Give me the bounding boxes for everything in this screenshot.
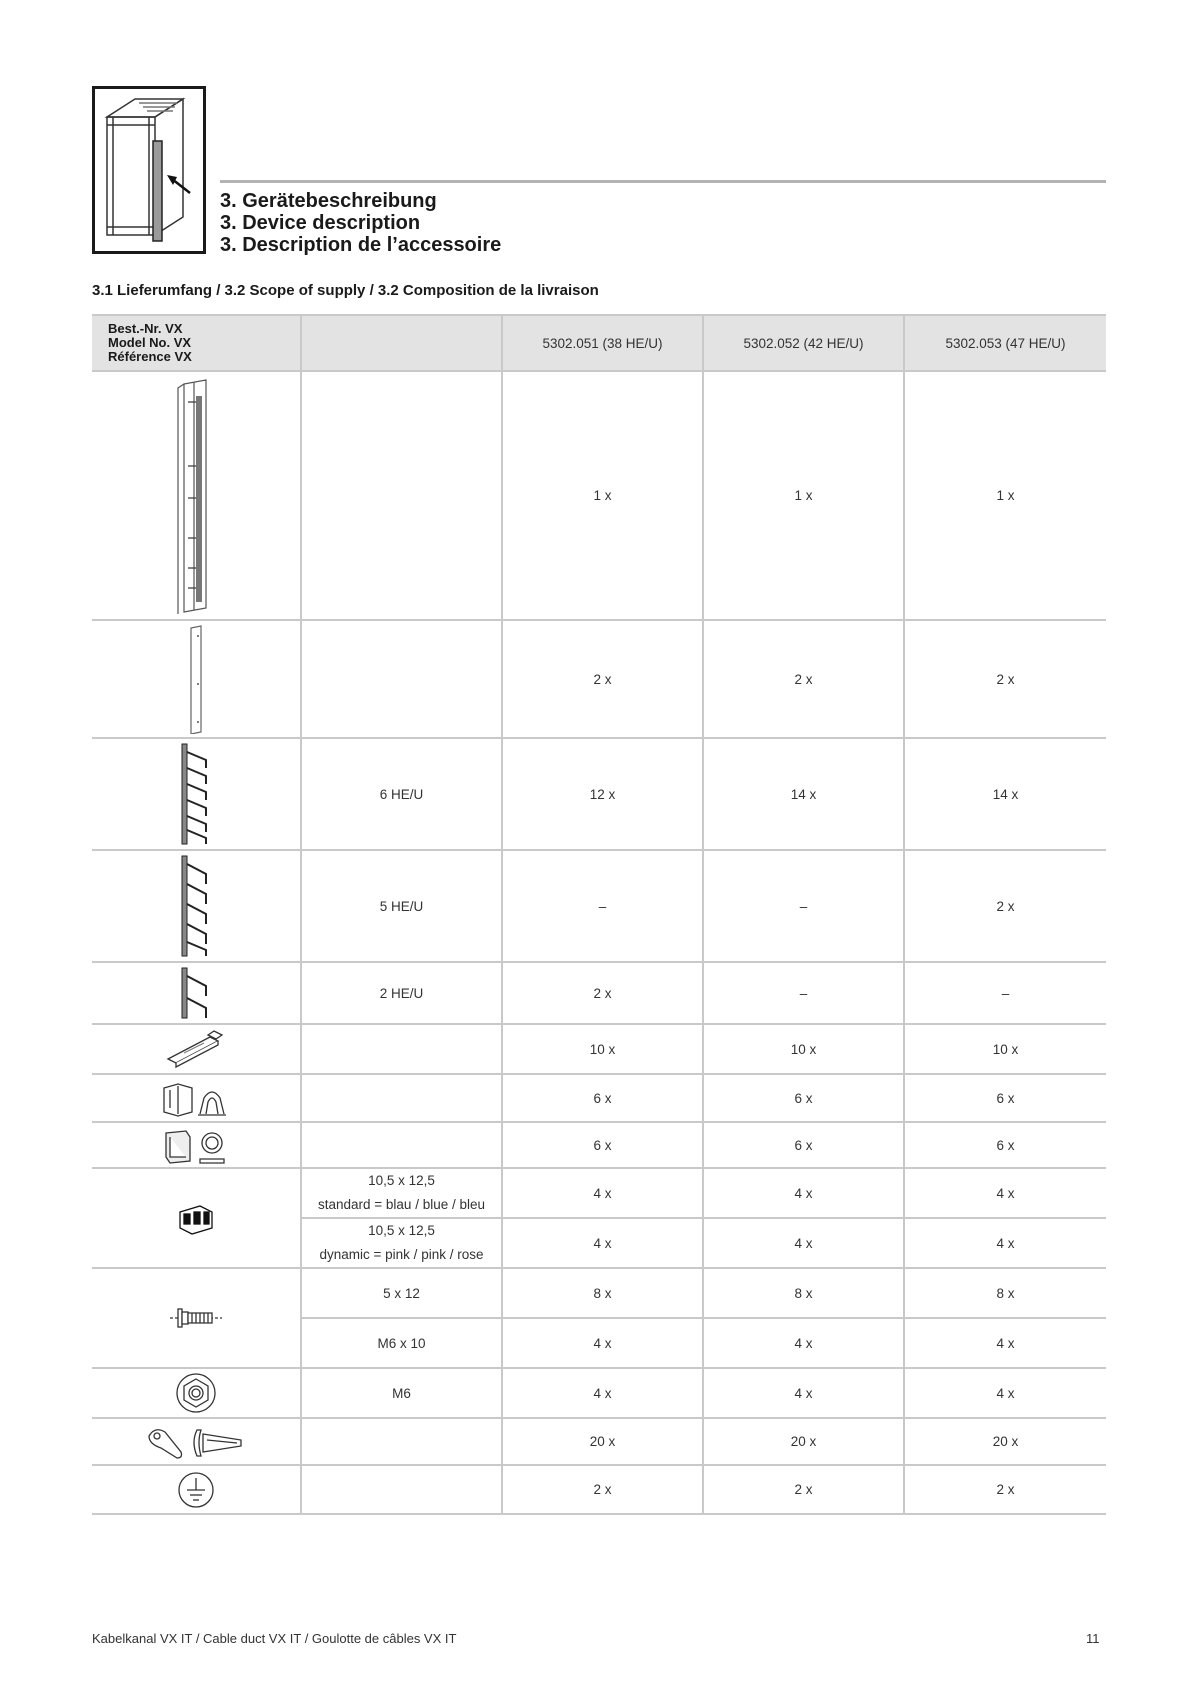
qty-cell: – [904, 962, 1106, 1024]
page-number: 11 [1086, 1631, 1100, 1646]
qty-cell: 14 x [703, 738, 904, 850]
qty-cell: 1 x [703, 371, 904, 620]
hex-nut-icon [92, 1368, 301, 1418]
qty-cell: 6 x [502, 1074, 703, 1122]
qty-cell: 4 x [502, 1368, 703, 1418]
table-row [92, 1168, 1106, 1218]
qty-cell: 20 x [904, 1418, 1106, 1465]
qty-cell: 2 x [904, 620, 1106, 738]
cage-nut-size: 10,5 x 12,5 [368, 1223, 435, 1238]
cable-clip-icon [92, 1074, 301, 1122]
spec-cell [301, 1418, 502, 1465]
heading-de: 3. Gerätebeschreibung [220, 190, 437, 212]
table-row [92, 1074, 1106, 1122]
qty-cell: 4 x [502, 1218, 703, 1268]
spec-cell: M6 x 10 [301, 1318, 502, 1368]
qty-cell: 20 x [703, 1418, 904, 1465]
cable-duct-icon [92, 371, 301, 620]
spec-cell [301, 1024, 502, 1074]
table-row [92, 1418, 1106, 1465]
qty-cell: 2 x [904, 1465, 1106, 1514]
qty-cell: 4 x [904, 1168, 1106, 1218]
qty-cell: 1 x [502, 371, 703, 620]
model-label-fr: Référence VX [108, 349, 192, 364]
column-header-5302-051: 5302.051 (38 HE/U) [502, 315, 703, 371]
table-row [92, 962, 1106, 1024]
qty-cell: 8 x [502, 1268, 703, 1318]
qty-cell: 1 x [904, 371, 1106, 620]
table-row [92, 850, 1106, 962]
qty-cell: 4 x [904, 1318, 1106, 1368]
earth-ground-icon [92, 1465, 301, 1514]
qty-cell: 6 x [703, 1122, 904, 1168]
qty-cell: 4 x [904, 1218, 1106, 1268]
table-header-row [92, 315, 1106, 371]
page-headings [220, 190, 501, 256]
table-row [92, 1465, 1106, 1514]
qty-cell: 6 x [904, 1122, 1106, 1168]
table-row [92, 1024, 1106, 1074]
cable-management-bracket-2u-icon [92, 962, 301, 1024]
spec-cell [301, 1465, 502, 1514]
qty-cell: 4 x [703, 1168, 904, 1218]
table-row [92, 620, 1106, 738]
screw-icon [92, 1268, 301, 1368]
footer-text: Kabelkanal VX IT / Cable duct VX IT / Goulotte de câbles VX IT [92, 1631, 457, 1646]
model-label-en: Model No. VX [108, 335, 192, 350]
qty-cell: 8 x [703, 1268, 904, 1318]
spec-cell: M6 [301, 1368, 502, 1418]
qty-cell: 6 x [502, 1122, 703, 1168]
qty-cell: 2 x [502, 620, 703, 738]
qty-cell: 2 x [703, 620, 904, 738]
qty-cell: 20 x [502, 1418, 703, 1465]
qty-cell: 2 x [502, 962, 703, 1024]
cage-nut-icon [92, 1168, 301, 1268]
table-row [92, 1268, 1106, 1318]
qty-cell: 8 x [904, 1268, 1106, 1318]
cage-nut-size: 10,5 x 12,5 [368, 1173, 435, 1188]
enclosure-with-cable-duct-icon [92, 86, 206, 254]
spec-cell: 5 HE/U [301, 850, 502, 962]
qty-cell: 10 x [904, 1024, 1106, 1074]
table-row [92, 371, 1106, 620]
spec-cell [301, 1122, 502, 1168]
scope-of-supply-table [92, 314, 1106, 1515]
heading-fr: 3. Description de l’accessoire [220, 234, 502, 256]
qty-cell: 4 x [502, 1168, 703, 1218]
cable-tie-icon [92, 1418, 301, 1465]
cover-strip-icon [92, 620, 301, 738]
qty-cell: 2 x [904, 850, 1106, 962]
qty-cell: 2 x [703, 1465, 904, 1514]
qty-cell: – [703, 850, 904, 962]
qty-cell: 10 x [502, 1024, 703, 1074]
spec-cell: 2 HE/U [301, 962, 502, 1024]
spec-cell [301, 1218, 502, 1268]
qty-cell: 4 x [703, 1368, 904, 1418]
heading-en: 3. Device description [220, 212, 421, 234]
cable-management-bracket-6u-icon [92, 738, 301, 850]
qty-cell: – [502, 850, 703, 962]
qty-cell: 6 x [904, 1074, 1106, 1122]
qty-cell: 14 x [904, 738, 1106, 850]
spec-cell [301, 371, 502, 620]
cable-clamp-icon [92, 1122, 301, 1168]
cage-nut-type: standard = blau / blue / bleu [318, 1197, 485, 1212]
model-label-de: Best.-Nr. VX [108, 321, 183, 336]
qty-cell: 6 x [703, 1074, 904, 1122]
spec-cell [301, 1168, 502, 1218]
model-header [92, 315, 301, 371]
qty-cell: 4 x [502, 1318, 703, 1368]
cable-management-bracket-5u-icon [92, 850, 301, 962]
spec-cell: 5 x 12 [301, 1268, 502, 1318]
cage-nut-type: dynamic = pink / pink / rose [319, 1247, 484, 1262]
header-rule [220, 180, 1106, 183]
section-subtitle: 3.1 Lieferumfang / 3.2 Scope of supply / 3.2 Composition de la livraison [92, 282, 599, 299]
qty-cell: 4 x [904, 1368, 1106, 1418]
qty-cell: 4 x [703, 1318, 904, 1368]
table-row [92, 738, 1106, 850]
table-row [92, 1122, 1106, 1168]
spec-header [301, 315, 502, 371]
qty-cell: – [703, 962, 904, 1024]
qty-cell: 4 x [703, 1218, 904, 1268]
column-header-5302-053: 5302.053 (47 HE/U) [904, 315, 1106, 371]
spec-cell [301, 1074, 502, 1122]
qty-cell: 12 x [502, 738, 703, 850]
table-row [92, 1368, 1106, 1418]
qty-cell: 10 x [703, 1024, 904, 1074]
spec-cell [301, 620, 502, 738]
spec-cell: 6 HE/U [301, 738, 502, 850]
connector-bar-icon [92, 1024, 301, 1074]
qty-cell: 2 x [502, 1465, 703, 1514]
column-header-5302-052: 5302.052 (42 HE/U) [703, 315, 904, 371]
